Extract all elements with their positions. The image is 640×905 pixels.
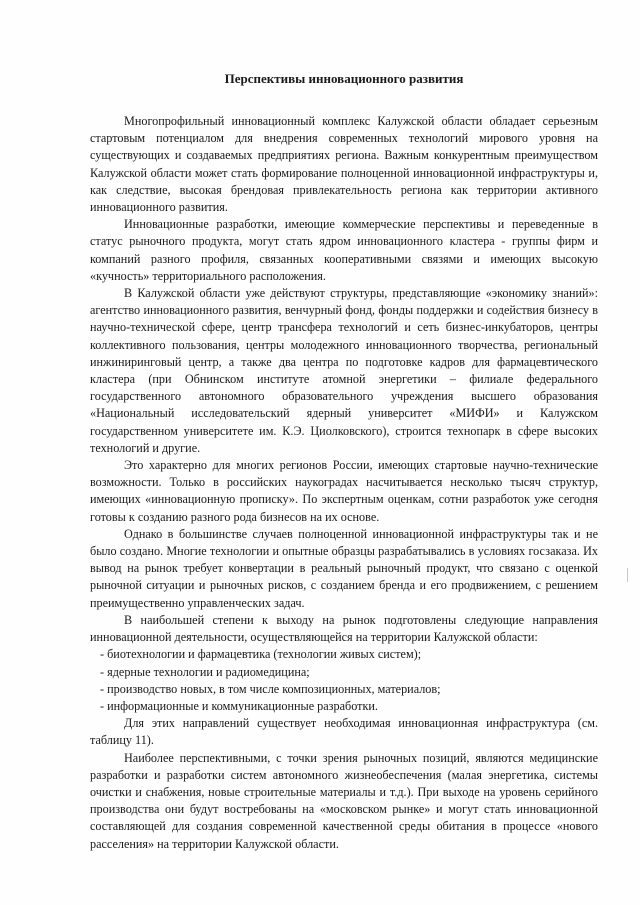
document-body bbox=[90, 70, 598, 853]
paragraph-7: Для этих направлений существует необходимая инновационная инфраструктура (см. таблицу 11). bbox=[90, 716, 598, 748]
paragraph-2: Инновационные разработки, имеющие коммерческие перспективы и переведенные в статус рыночного продукта, могут стать ядром инновационного кластера - группы фирм и компаний разного профиля, связанных кооперативными связями и имеющих высокую «кучность» территориального расположения. bbox=[90, 217, 598, 283]
list-item: - ядерные технологии и радиомедицина; bbox=[100, 664, 310, 679]
paragraph-8: Наиболее перспективными, с точки зрения рыночных позиций, являются медицинские разработки и разработки систем автономного жизнеобеспечения (малая энергетика, системы очистки и снабжения, новые строительные материалы и т.д.). При выходе на уровень серийного производства они будут востребованы на «московском рынке» и могут стать инновационной составляющей для создания современной качественной среды обитания в процессе «нового расселения» на территории Калужской области. bbox=[90, 750, 598, 851]
paragraph-6: В наибольшей степени к выходу на рынок подготовлены следующие направления инновационной деятельности, осуществляющейся на территории Калужской области: bbox=[90, 612, 598, 645]
document-title: Перспективы инновационного развития bbox=[224, 71, 464, 86]
list-item: - биотехнологии и фармацевтика (технологии живых систем); bbox=[100, 647, 422, 662]
paragraph-3: В Калужской области уже действуют структуры, представляющие «экономику знаний»: агентство инновационного развития, венчурный фонд, фонды поддержки и содействия бизнесу в научно-технической сфере, центр трансфера технологий и сеть бизнес-инкубаторов, центры коллективного пользования, центры молодежного инновационного творчества, региональный инжиниринговый центр, а также два центра по подготовке кадров для фармацевтического кластера (при Обнинском институте атомной энергетики – филиале федерального государственного автономного образовательного учреждения высшего образования «Национальный исследовательский ядерный университет «МИФИ» и Калужском государственном университете им. К.Э. Циолковского), строится технопарк в сфере высоких технологий и другие. bbox=[90, 286, 598, 455]
paragraph-1: Многопрофильный инновационный комплекс Калужской области обладает серьезным стартовым потенциалом для внедрения современных технологий мирового уровня на существующих и создаваемых предприятиях региона. Важным конкурентным преимуществом Калужской области может стать формирование полноценной инновационной инфраструктуры и, как следствие, высокая брендовая привлекательность региона как территории активного инновационного развития. bbox=[90, 114, 598, 215]
list-item: - информационные и коммуникационные разработки. bbox=[100, 698, 378, 713]
scan-margin-mark bbox=[627, 568, 628, 582]
directions-list bbox=[90, 646, 598, 715]
paragraph-5: Однако в большинстве случаев полноценной инновационной инфраструктуры так и не было создано. Многие технологии и опытные образцы разрабатывались в условиях госзаказа. Их вывод на рынок требует конвертации в реальный рыночный продукт, что связано с оценкой рыночной ситуации и рыночных рисков, с созданием бренда и его продвижением, с решением преимущественно управленческих задач. bbox=[90, 526, 598, 610]
paragraph-4: Это характерно для многих регионов России, имеющих стартовые научно-технические возможности. Только в российских наукоградах насчитывается несколько тысяч структур, имеющих «инновационную прописку». По экспертным оценкам, сотни разработок уже сегодня готовы к созданию разного рода бизнесов на их основе. bbox=[90, 458, 598, 524]
list-item: - производство новых, в том числе композиционных, материалов; bbox=[100, 681, 441, 696]
